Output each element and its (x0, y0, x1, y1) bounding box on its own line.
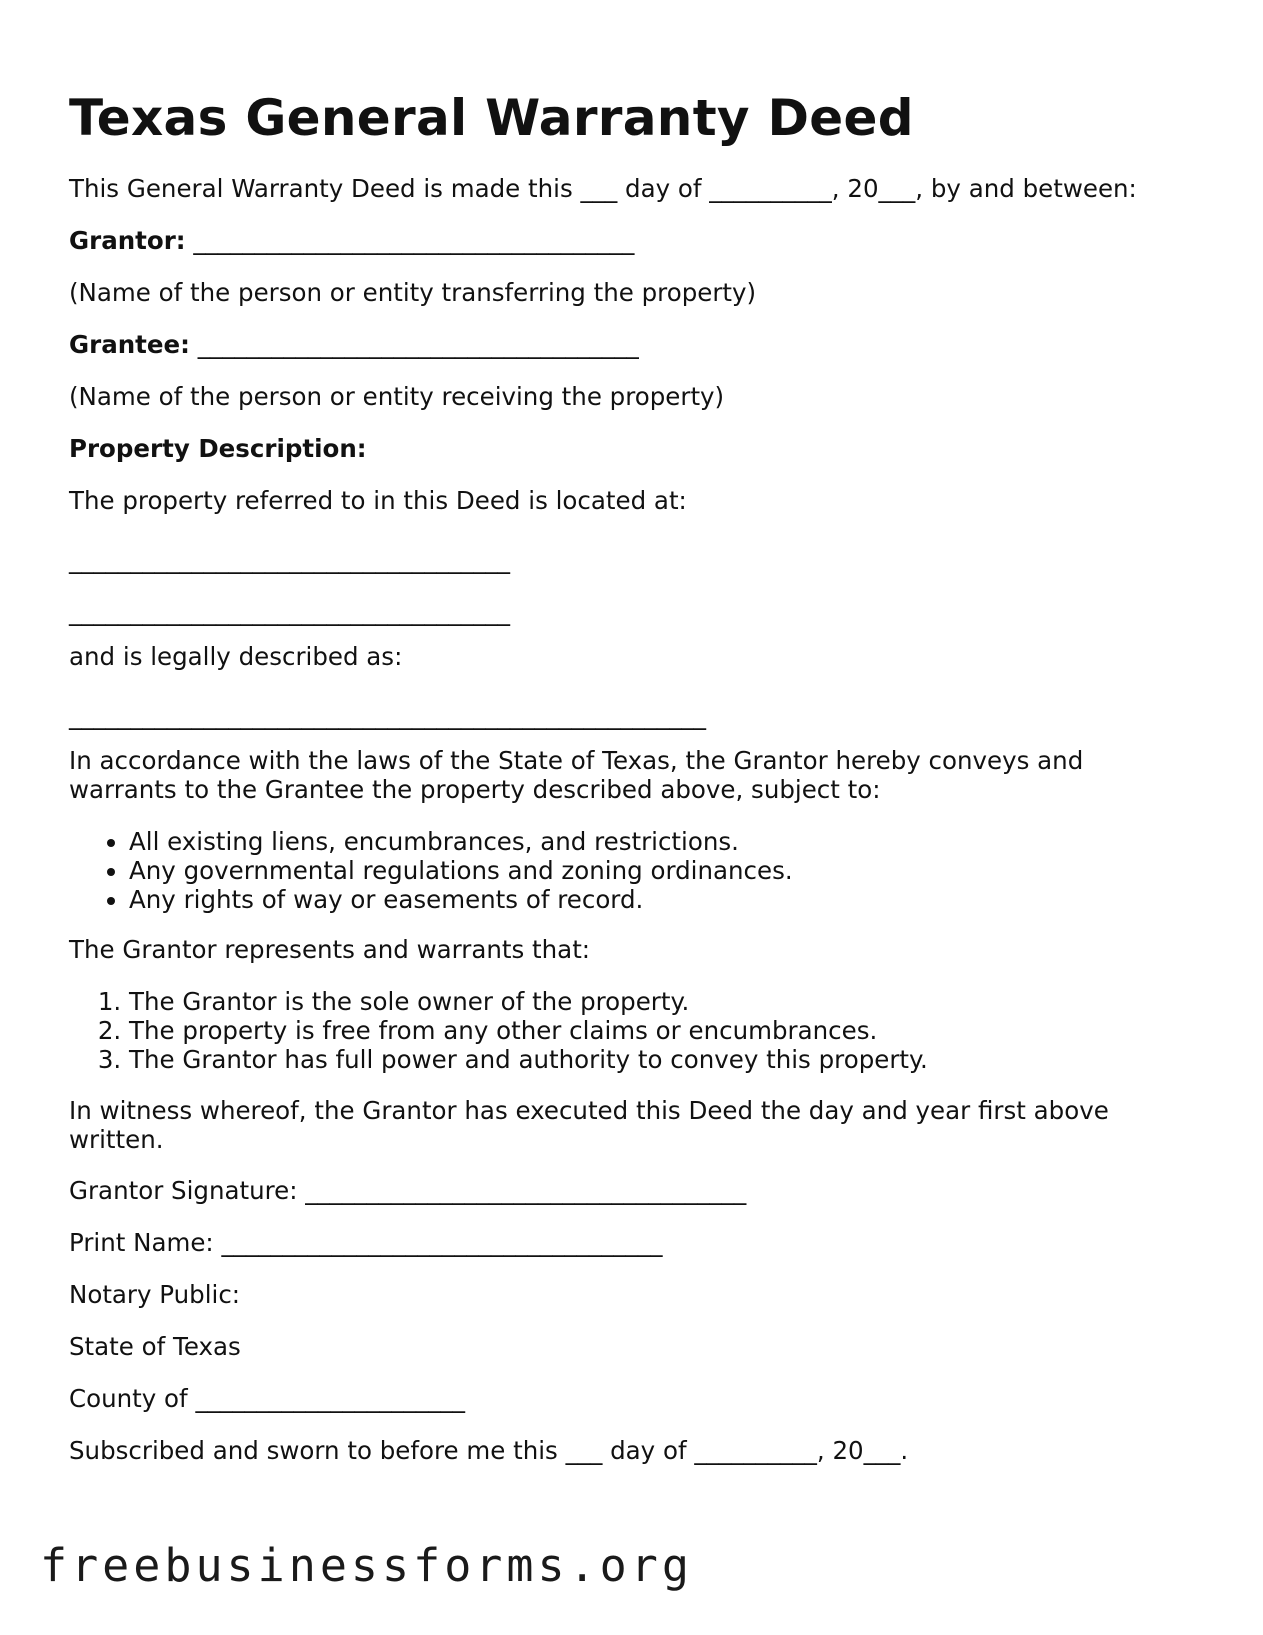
print-name-line: Print Name: ____________________________________ (69, 1228, 663, 1257)
list-item: 3. The Grantor has full power and authority to convey this property. (129, 1045, 928, 1074)
legal-description-line: ____________________________________________________ (69, 701, 706, 730)
located-at-text: The property referred to in this Deed is located at: (69, 486, 687, 515)
grantor-signature-line: Grantor Signature: ____________________________________ (69, 1176, 747, 1205)
grantor-line (69, 226, 634, 256)
address-line-2: ____________________________________ (69, 597, 510, 626)
list-item: 2. The property is free from any other claims or encumbrances. (129, 1016, 928, 1045)
legally-described-text: and is legally described as: (69, 642, 403, 671)
notary-public-label: Notary Public: (69, 1280, 241, 1309)
grantor-note: (Name of the person or entity transferring the property) (69, 278, 757, 307)
grantee-line (69, 330, 639, 360)
grantee-note: (Name of the person or entity receiving the property) (69, 382, 725, 411)
witness-paragraph: In witness whereof, the Grantor has executed this Deed the day and year first above written. (69, 1096, 1109, 1154)
county-line: County of ______________________ (69, 1384, 465, 1413)
grantor-label: Grantor: (69, 226, 186, 255)
conveyance-paragraph: In accordance with the laws of the State of Texas, the Grantor hereby conveys and warrants to the Grantee the property described above, subject to: (69, 746, 1084, 804)
list-item: • All existing liens, encumbrances, and restrictions. (129, 827, 793, 856)
list-item: • Any rights of way or easements of record. (129, 885, 793, 914)
represents-text: The Grantor represents and warrants that: (69, 935, 591, 964)
subscribed-line: Subscribed and sworn to before me this ___ day of __________, 20___. (69, 1436, 909, 1465)
state-text: State of Texas (69, 1332, 241, 1361)
list-item: 1. The Grantor is the sole owner of the property. (129, 987, 928, 1016)
intro-text: This General Warranty Deed is made this ___ day of __________, 20___, by and between: (69, 174, 1137, 203)
warranties-list (69, 987, 928, 1074)
address-line-1: ____________________________________ (69, 545, 510, 574)
grantee-blank: ____________________________________ (189, 330, 639, 359)
subject-to-list (69, 827, 793, 914)
document-title: Texas General Warranty Deed (69, 89, 914, 147)
grantee-label: Grantee: (69, 330, 190, 359)
property-heading: Property Description: (69, 434, 367, 463)
watermark: freebusinessforms.org (40, 1539, 693, 1592)
list-item: • Any governmental regulations and zoning ordinances. (129, 856, 793, 885)
grantor-blank: ____________________________________ (185, 226, 635, 255)
